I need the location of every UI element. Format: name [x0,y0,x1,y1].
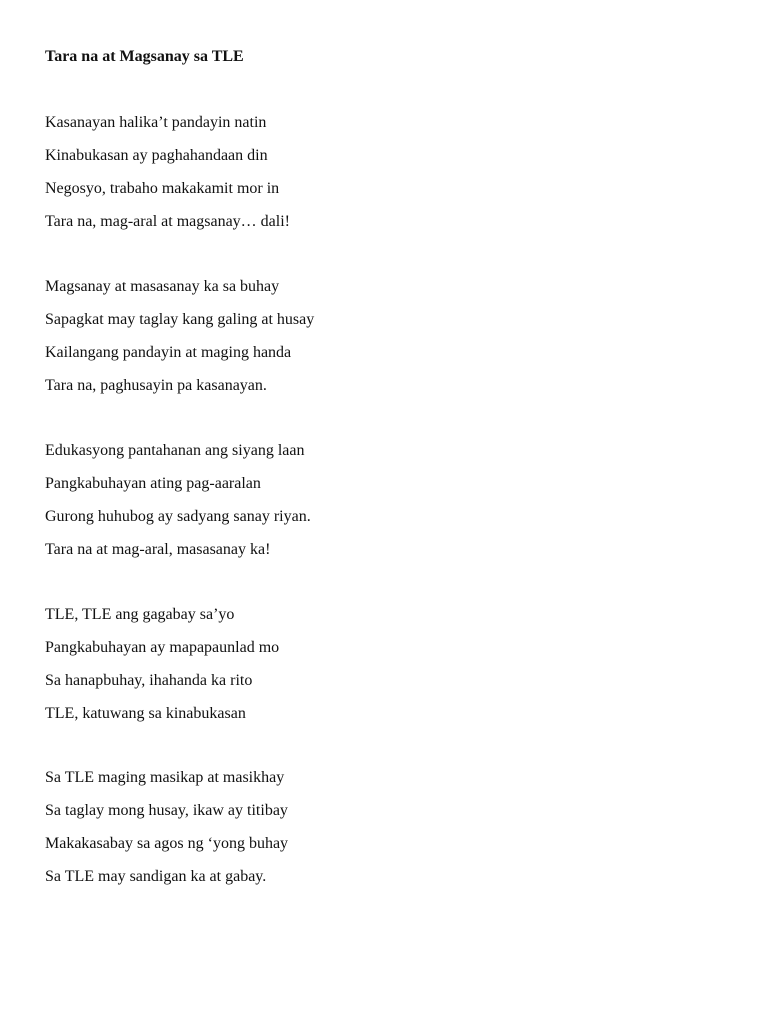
poem-line: Kinabukasan ay paghahandaan din [45,147,268,164]
poem-line: Sapagkat may taglay kang galing at husay [45,311,315,328]
poem-line: TLE, TLE ang gagabay sa’yo [45,606,235,623]
poem-line: Pangkabuhayan ay mapapaunlad mo [45,639,280,656]
poem-line: Edukasyong pantahanan ang siyang laan [45,442,305,459]
stanza-5 [45,768,288,900]
poem-line: Negosyo, trabaho makakamit mor in [45,180,280,197]
poem-line: Makakasabay sa agos ng ‘yong buhay [45,835,289,852]
poem-title: Tara na at Magsanay sa TLE [45,48,244,65]
stanza-3 [45,441,311,573]
poem-line: Sa hanapbuhay, ihahanda ka rito [45,672,253,689]
stanza-2 [45,277,314,409]
stanza-4 [45,605,279,737]
poem-line: Gurong huhubog ay sadyang sanay riyan. [45,508,311,525]
poem-line: Magsanay at masasanay ka sa buhay [45,278,280,295]
poem-line: Tara na, mag-aral at magsanay… dali! [45,213,290,230]
poem-line: Kasanayan halika’t pandayin natin [45,114,267,131]
poem-line: Tara na at mag-aral, masasanay ka! [45,541,271,558]
poem-line: Pangkabuhayan ating pag-aaralan [45,475,261,492]
poem-line: Sa TLE may sandigan ka at gabay. [45,868,267,885]
poem-line: TLE, katuwang sa kinabukasan [45,705,246,722]
poem-line: Tara na, paghusayin pa kasanayan. [45,377,267,394]
poem-line: Kailangang pandayin at maging handa [45,344,292,361]
stanza-1 [45,113,290,245]
poem-line: Sa TLE maging masikap at masikhay [45,769,285,786]
poem-line: Sa taglay mong husay, ikaw ay titibay [45,802,288,819]
